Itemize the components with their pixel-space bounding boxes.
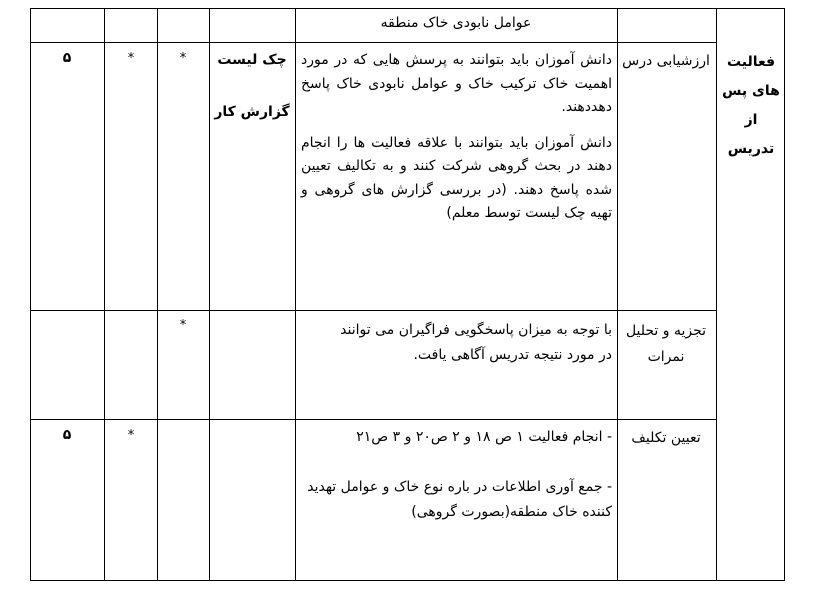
row1-description — [301, 49, 612, 226]
row1-tool-2: گزارش کار — [214, 104, 290, 120]
rule-col-desc — [617, 8, 618, 581]
rule-right — [784, 8, 785, 581]
row1-star-a: * — [179, 51, 187, 66]
row3-activity: تعیین تکلیف — [631, 430, 701, 446]
row1-description-1: دانش آموزان باید بتوانند به پرسش هایی که در مورد اهمیت خاک ترکیب خاک و عوامل نابودی خاک پاسخ دهددهند. — [301, 52, 612, 115]
row3-item-1: - انجام فعالیت ۱ ص ۱۸ و ۲ ص۲۰ و ۳ ص۲۱ — [356, 429, 612, 445]
rule-col-star-a — [209, 8, 210, 581]
side-label: فعالیت های پس از تدریس — [722, 54, 780, 157]
row3-item-2: - جمع آوری اطلاعات در باره نوع خاک و عوامل تهدید کننده خاک منطقه(بصورت گروهی) — [307, 479, 612, 520]
row2-description: با توجه به میزان پاسخگویی فراگیران می توانند در مورد نتیجه تدریس آگاهی یافت. — [340, 322, 612, 363]
row1-star-b: * — [127, 51, 135, 66]
row1-score: ۵ — [62, 50, 72, 66]
row1-description-2: دانش آموزان باید بتوانند با علاقه فعالیت ها را انجام دهند در بحث گروهی شرکت کنند و به تکالیف تعیین شده پاسخ دهند. (در بررسی گزارش های گروهی و تهیه چک لیست توسط معلم) — [301, 134, 612, 221]
rule-left — [30, 8, 31, 581]
rule-row1 — [30, 310, 716, 311]
row3-assignments — [300, 425, 612, 525]
rule-col-tool — [295, 8, 296, 581]
rule-col-score — [104, 8, 105, 581]
header-title: عوامل نابودی خاک منطقه — [380, 15, 532, 31]
rule-row2 — [30, 419, 716, 420]
rule-top — [30, 8, 784, 9]
row2-activity: تجزیه و تحلیل نمرات — [625, 323, 707, 365]
row2-star-a: * — [179, 318, 187, 333]
rule-bottom — [30, 580, 784, 581]
row3-score: ۵ — [62, 427, 72, 443]
rule-col-star-b — [157, 8, 158, 581]
rule-header — [30, 42, 716, 43]
row1-tool-1: چک لیست — [217, 52, 287, 68]
row1-activity: ارزشیابی درس — [622, 53, 710, 69]
row3-star-b: * — [127, 428, 135, 443]
rule-col-activity — [716, 8, 717, 581]
